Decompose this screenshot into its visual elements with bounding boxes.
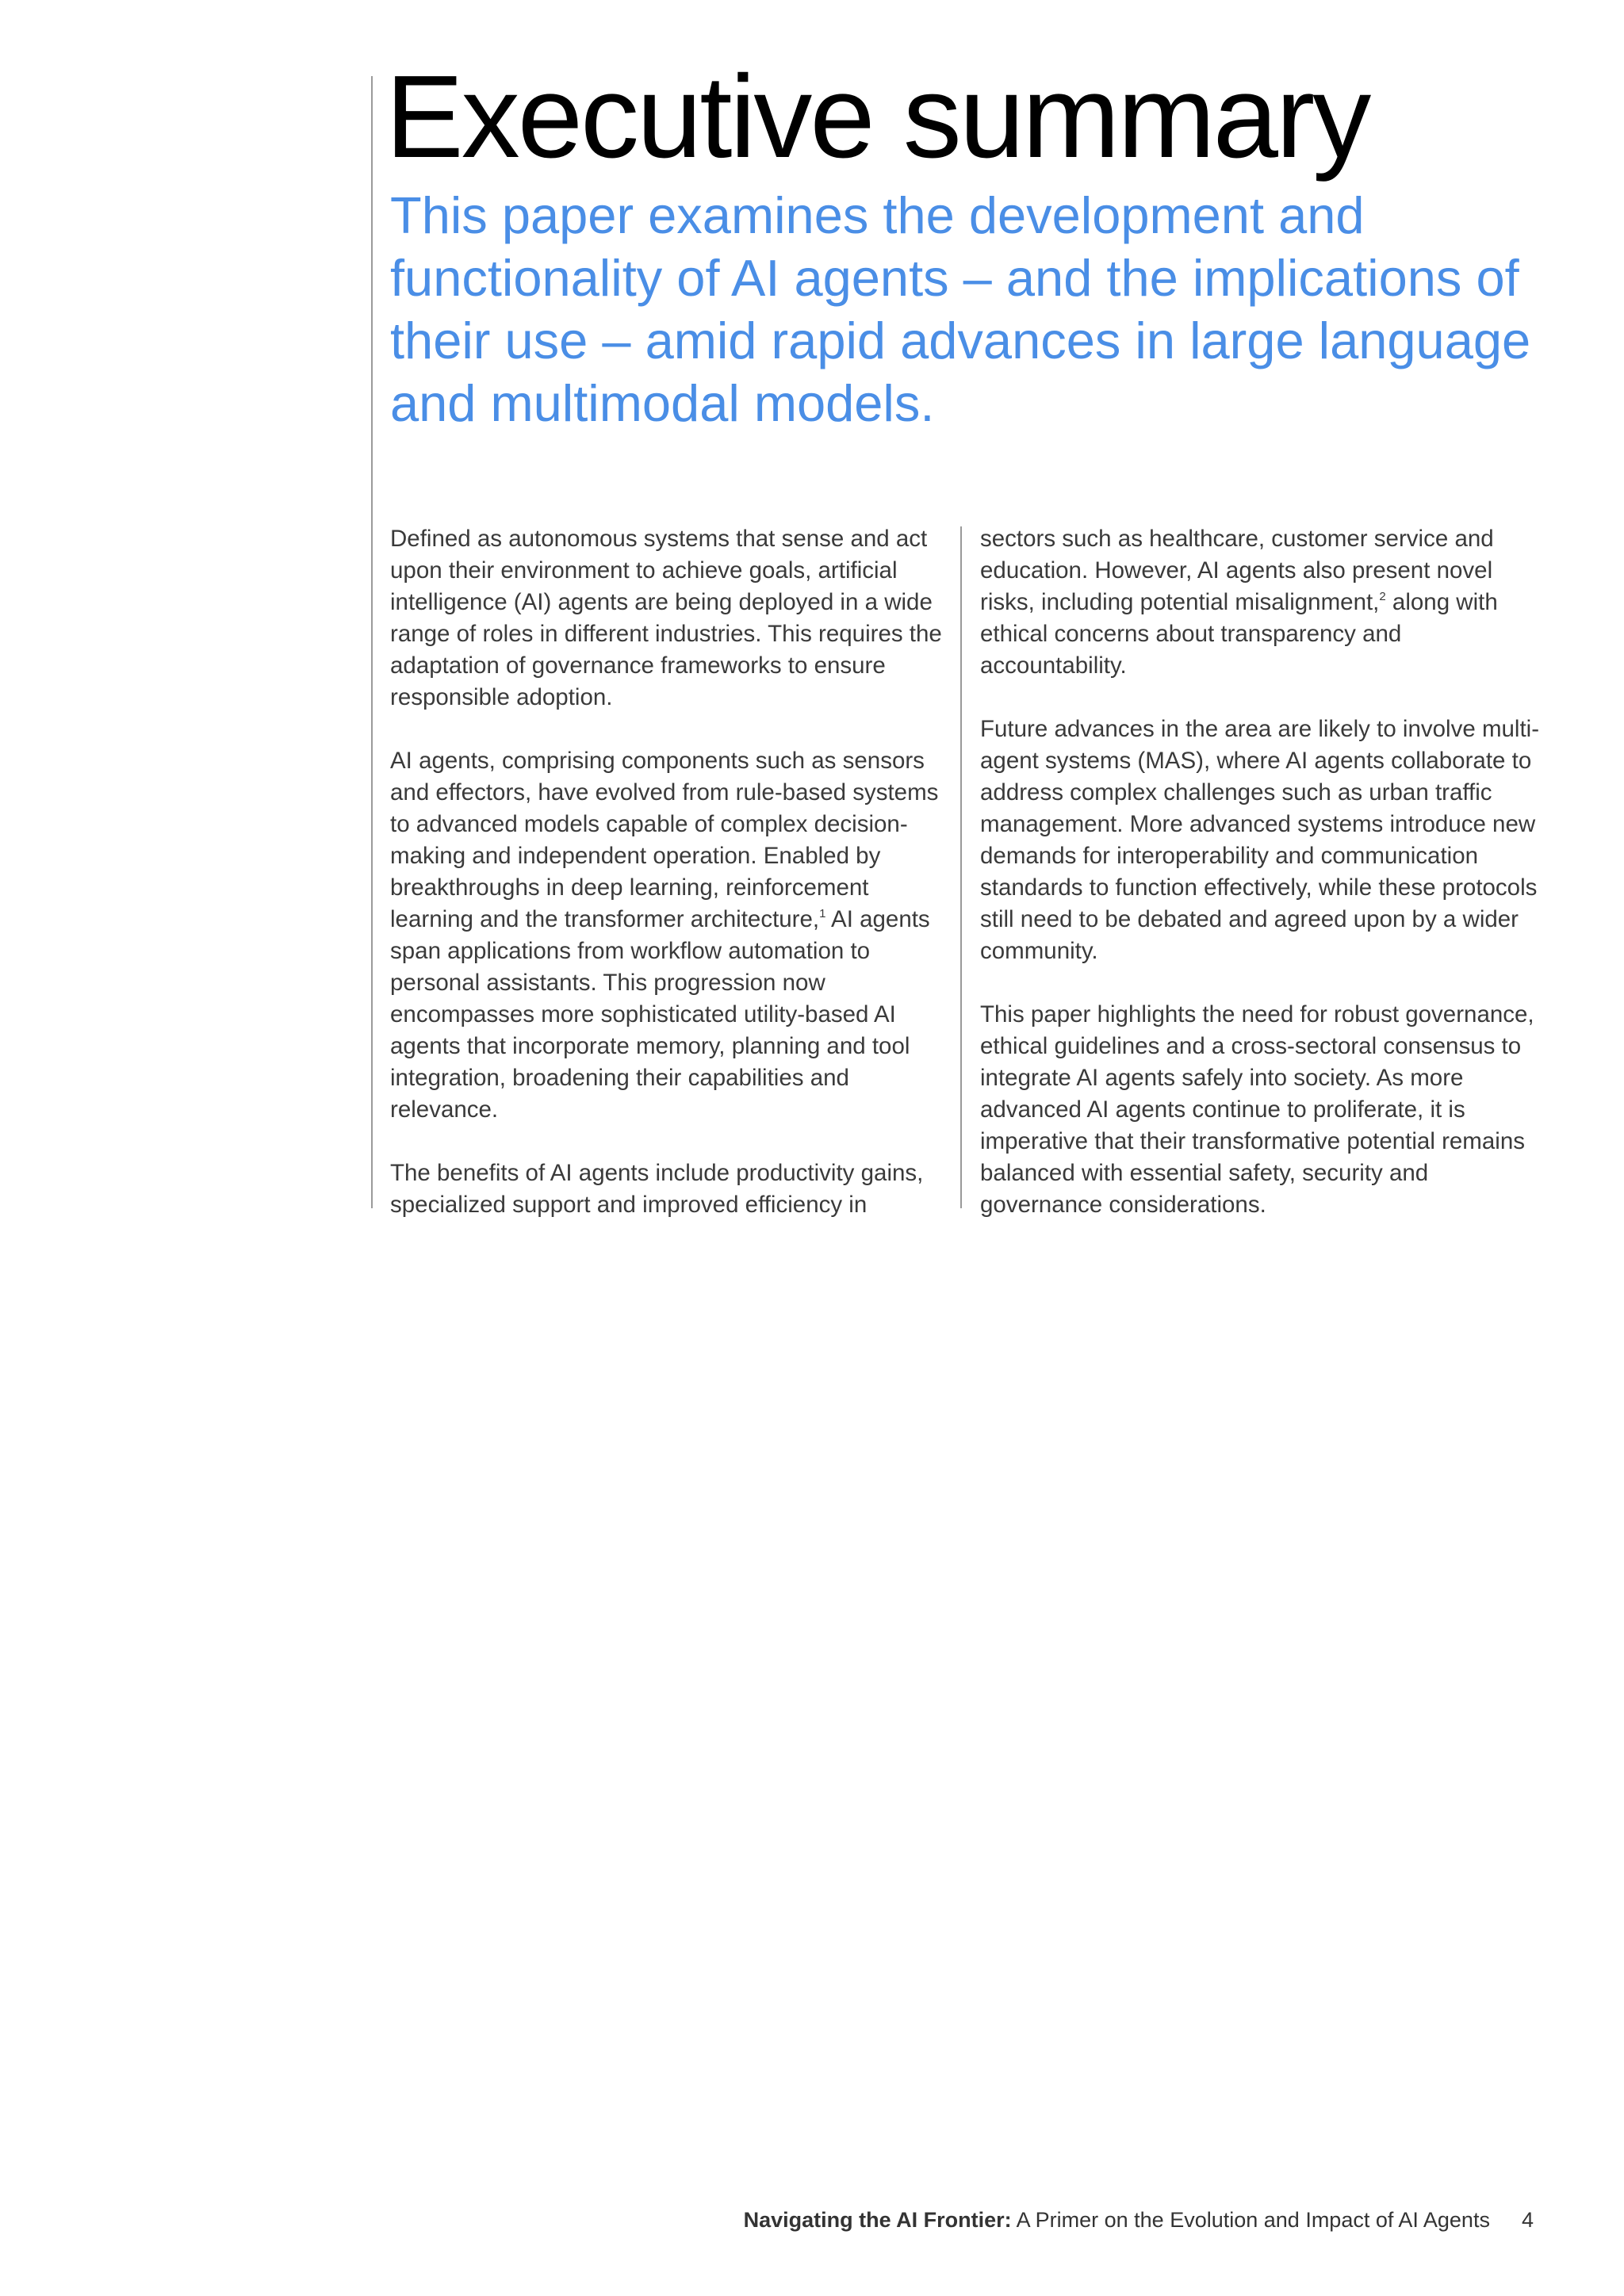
- page-footer: [744, 2208, 1534, 2233]
- paragraph-benefits-text-2: along with ethical concerns about transparency and accountability.: [980, 589, 1498, 679]
- paragraph-evolution-text-1: AI agents, comprising components such as sensors and effectors, have evolved from rule-based systems to advanced models capable of complex decision-making and independent operation. Enabled by breakthroughs in deep learning, reinforcement learning and the transformer architecture,: [390, 748, 939, 932]
- footnote-ref-1[interactable]: 1: [819, 907, 826, 920]
- footer-title: Navigating the AI Frontier:: [743, 2208, 1012, 2232]
- paragraph-evolution-text-2: AI agents span applications from workflow automation to personal assistants. This progression now encompasses more sophisticated utility-based AI agents that incorporate memory, planning and tool integration, broadening their capabilities and relevance.: [390, 906, 930, 1123]
- footer-subtitle: A Primer on the Evolution and Impact of AI Agents: [1011, 2208, 1490, 2232]
- column-divider: [960, 526, 962, 1208]
- paragraph-evolution: [390, 745, 955, 1126]
- paragraph-conclusion: This paper highlights the need for robust governance, ethical guidelines and a cross-sectoral consensus to integrate AI agents safely into society. As more advanced AI agents continue to proliferate, it is imperative that their transformative potential remains balanced with essential safety, security and governance considerations.: [980, 1001, 1534, 1218]
- body-column-right: [980, 523, 1545, 1221]
- left-vertical-rule: [371, 76, 373, 1208]
- paragraph-benefits-text-1: sectors such as healthcare, customer service and education. However, AI agents also present novel risks, including potential misalignment,: [980, 526, 1494, 615]
- footnote-ref-2[interactable]: 2: [1379, 590, 1386, 603]
- page-title: Executive summary: [385, 52, 1369, 182]
- paragraph-future: Future advances in the area are likely to involve multi-agent systems (MAS), where AI agents collaborate to address complex challenges such as urban traffic management. More advanced systems introduce new demands for interoperability and communication standards to function effectively, while these protocols still need to be debated and agreed upon by a wider community.: [980, 716, 1540, 964]
- paragraph-benefits-start: The benefits of AI agents include productivity gains, specialized support and improved efficiency in: [390, 1160, 924, 1218]
- paragraph-benefits-cont: [980, 523, 1545, 682]
- page-number: 4: [1521, 2208, 1534, 2232]
- body-column-left: [390, 523, 955, 1221]
- paragraph-definition: Defined as autonomous systems that sense and act upon their environment to achieve goals, artificial intelligence (AI) agents are being deployed in a wide range of roles in different industries. This requires the adaptation of governance frameworks to ensure responsible adoption.: [390, 526, 942, 710]
- standfirst: This paper examines the development and functionality of AI agents – and the implications of their use – amid rapid advances in large language and multimodal models.: [390, 186, 1531, 432]
